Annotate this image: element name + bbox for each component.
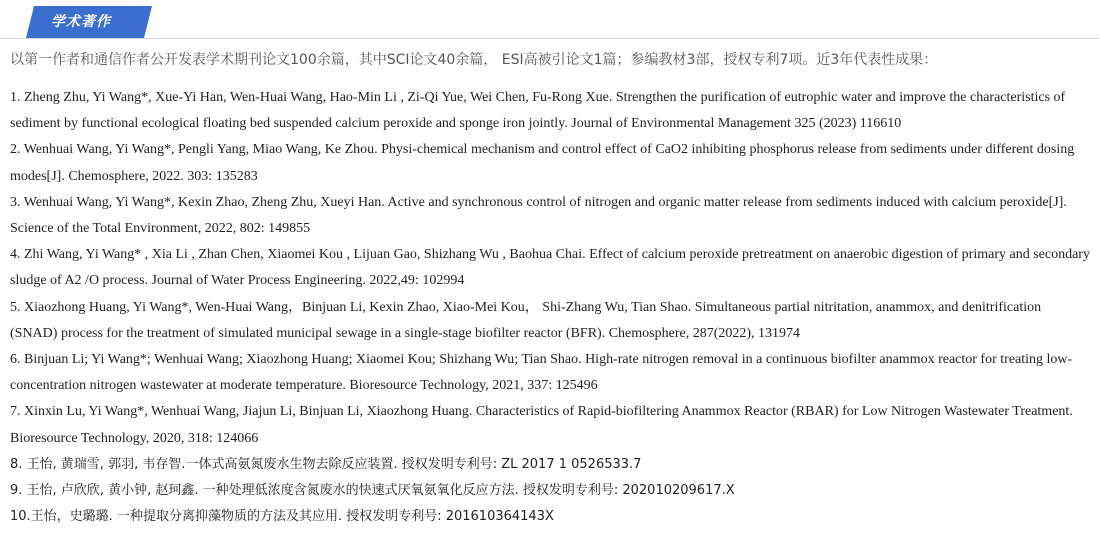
section-title: 学术著作 — [51, 14, 111, 30]
intro-text: 以第一作者和通信作者公开发表学术期刊论文100余篇，其中SCI论文40余篇， ESI高被引论文1篇；参编教材3部，授权专利7项。近3年代表性成果： — [10, 52, 938, 68]
publication-item: 5. Xiaozhong Huang, Yi Wang*, Wen-Huai Wang，Binjuan Li, Kexin Zhao, Xiao-Mei Kou， Shi-Zhang Wu, Tian Shao. Simultaneous partial nitritation, anammox, and denitrification (SNAD) process for the treatment of simulated municipal sewage in a single-stage biofilter reactor (BFR). Chemosphere, 287(2022), 131974 — [10, 299, 1042, 341]
publication-item: 6. Binjuan Li; Yi Wang*; Wenhuai Wang; Xiaozhong Huang; Xiaomei Kou; Shizhang Wu; Tian Shao. High-rate nitrogen removal in a continuous biofilter anammox reactor for treating low-concentration nitrogen wastewater at moderate temperature. Bioresource Technology, 2021, 337: 125496 — [10, 352, 1073, 394]
publication-item: 4. Zhi Wang, Yi Wang* , Xia Li , Zhan Chen, Xiaomei Kou , Lijuan Gao, Shizhang Wu , Baohua Chai. Effect of calcium peroxide pretreatment on anaerobic digestion of primary and secondary sludge of A2 /O process. Journal of Water Process Engineering. 2022,49: 102994 — [10, 247, 1090, 289]
publication-item: 1. Zheng Zhu, Yi Wang*, Xue-Yi Han, Wen-Huai Wang, Hao-Min Li , Zi-Qi Yue, Wei Chen, Fu-Rong Xue. Strengthen the purification of eutrophic water and improve the characteristics of sediment by functional ecological floating bed suspended calcium peroxide and sponge iron jointly. Journal of Environmental Management 325 (2023) 116610 — [10, 90, 1066, 132]
section-header — [0, 6, 1100, 39]
patent-item: 9. 王怡, 卢欣欣, 黄小钟, 赵珂鑫. 一种处理低浓度含氮废水的快速式厌氧氨氧化反应方法. 授权发明专利号: 202010209617.X — [10, 483, 735, 499]
publication-item: 7. Xinxin Lu, Yi Wang*, Wenhuai Wang, Jiajun Li, Binjuan Li, Xiaozhong Huang. Characteristics of Rapid-biofiltering Anammox Reactor (RBAR) for Low Nitrogen Wastewater Treatment. Bioresource Technology, 2020, 318: 124066 — [10, 404, 1073, 446]
patent-item: 10.王怡，史璐璐. 一种提取分离抑藻物质的方法及其应用. 授权发明专利号: 201610364143X — [10, 509, 554, 525]
publication-item: 2. Wenhuai Wang, Yi Wang*, Pengli Yang, Miao Wang, Ke Zhou. Physi-chemical mechanism and control effect of CaO2 inhibiting phosphorus release from sediments under different dosing modes[J]. Chemosphere, 2022. 303: 135283 — [10, 142, 1075, 184]
publication-item: 3. Wenhuai Wang, Yi Wang*, Kexin Zhao, Zheng Zhu, Xueyi Han. Active and synchronous control of nitrogen and organic matter release from sediments induced with calcium peroxide[J]. Science of the Total Environment, 2022, 802: 149855 — [10, 194, 1067, 237]
patent-item: 8. 王怡, 黄瑞雪, 郭羽, 韦存智.一体式高氨氮废水生物去除反应装置. 授权发明专利号: ZL 2017 1 0526533.7 — [10, 456, 642, 472]
publication-list — [10, 85, 1092, 530]
